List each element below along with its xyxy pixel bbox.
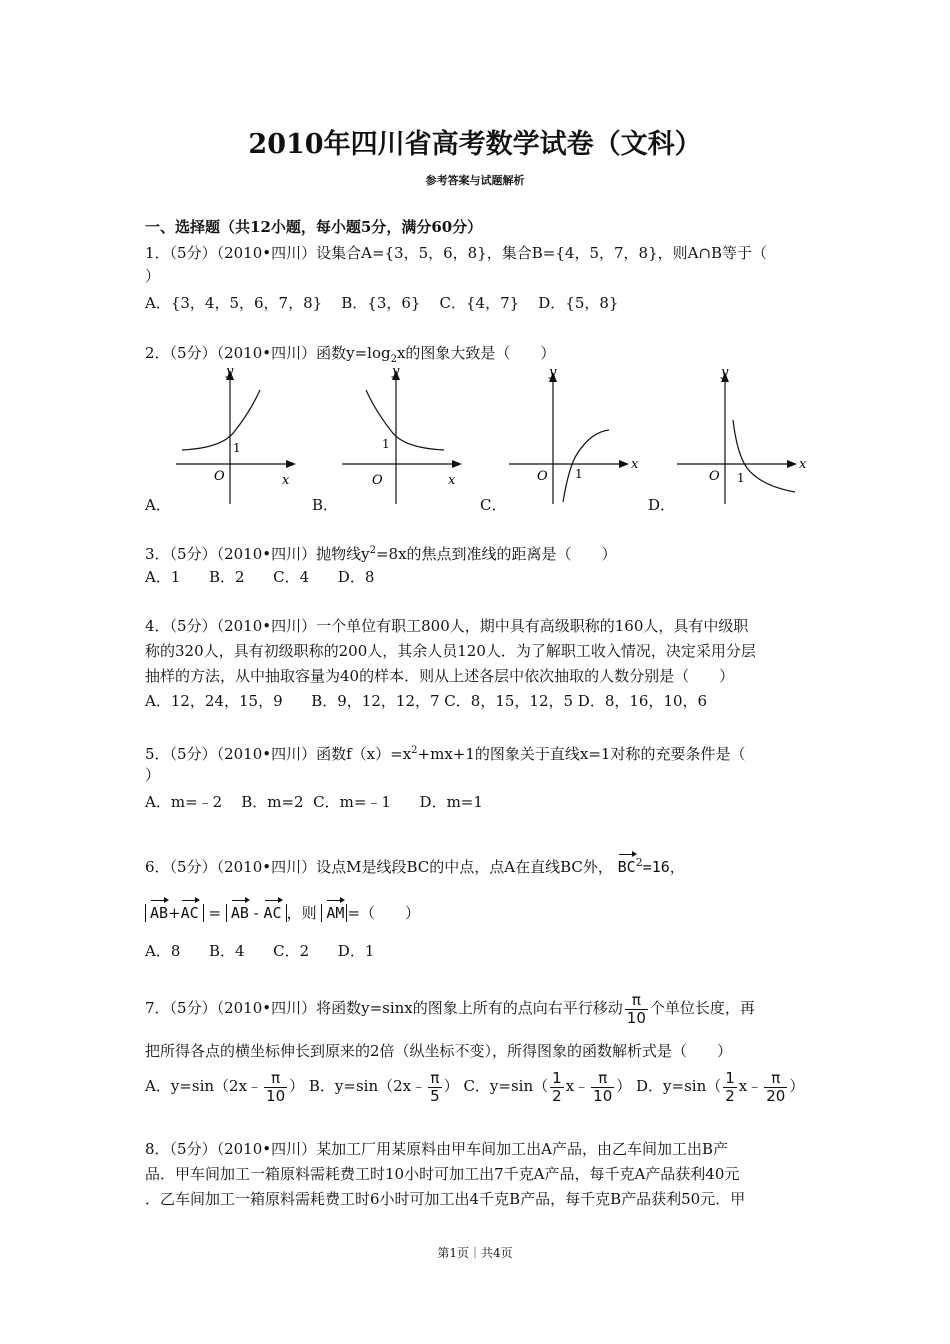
q6-abs-close-1 (199, 904, 204, 922)
graph-d-origin: O (709, 469, 720, 484)
q6-eq16: =16， (642, 858, 685, 876)
q5-stem-b: +mx+1的图象关于直线x=1对称的充要条件是（ (417, 745, 746, 763)
q4-stem-line3: 抽样的方法，从中抽取容量为40的样本．则从上述各层中依次抽取的人数分别是（ ） (145, 667, 735, 685)
vector-am: AM (326, 904, 345, 922)
graph-a-one: 1 (233, 441, 241, 455)
q2-stem-a: 2．（5分）（2010•四川）函数y=log (145, 344, 391, 362)
q6-eqparen: =（ ） (347, 904, 421, 922)
q5-stem-line1 (145, 740, 745, 765)
graph-b-origin: O (372, 473, 383, 488)
q1-stem-line1: 1．（5分）（2010•四川）设集合A={3，5，6，8}，集合B={4，5，7，8}，则A∩B等于（ (145, 244, 768, 262)
q5-exponent: 2 (411, 745, 418, 756)
q7-option-a: A．y=sin（2x﹣ $\frac{\pi}{10}$ (145, 1068, 286, 1105)
graph-b-x-label: x (448, 473, 456, 488)
page-footer: 第1页｜共4页 (437, 1246, 513, 1260)
q7-stem-line1 (145, 988, 755, 1028)
graph-c-y-label: y (549, 365, 557, 380)
q7-options (145, 1066, 804, 1106)
q6-then: ，则 (286, 904, 317, 922)
graph-c-one: 1 (575, 467, 583, 481)
q1-options: A．{3，4，5，6，7，8} B．{3，6} C．{4，7} D．{5，8} (145, 294, 619, 312)
q4-stem-line1: 4．（5分）（2010•四川）一个单位有职工800人，期中具有高级职称的160人，具有中级职 (145, 617, 749, 635)
q6-stem-text: 6．（5分）（2010•四川）设点M是线段BC的中点，点A在直线BC外， (145, 858, 613, 876)
q5-stem-line2: ） (145, 766, 161, 784)
section-heading: 一、选择题（共12小题，每小题5分，满分60分） (145, 218, 483, 236)
q8-stem-line3: ．乙车间加工一箱原料需耗费工时6小时可加工出4千克B产品，每千克B产品获利50元．甲 (145, 1190, 746, 1208)
q5-options: A．m=﹣2 B．m=2 C．m=﹣1 D．m=1 (145, 793, 483, 811)
q6-equals: = (208, 904, 222, 922)
q2-graph-c (505, 362, 643, 510)
q7-option-c: ） C．y=sin（ $\frac{1}{2}$ x﹣ $\frac{\pi}{10}$ (443, 1068, 613, 1105)
q3-stem-a: 3．（5分）（2010•四川）抛物线y (145, 545, 370, 563)
q6-stem-line1 (145, 852, 685, 878)
q2-graph-b (338, 362, 466, 510)
vector-ac-1: AC (180, 904, 199, 922)
q8-stem-line2: 品．甲车间加工一箱原料需耗费工时10小时可加工出7千克A产品，每千克A产品获利40元 (145, 1165, 740, 1183)
vector-ab-2: AB (230, 904, 249, 922)
q7-stem-a: 7．（5分）（2010•四川）将函数y=sinx的图象上所有的点向右平行移动 (145, 999, 623, 1017)
q6-options: A．8 B．4 C．2 D．1 (145, 942, 375, 960)
graph-a-origin: O (214, 469, 225, 484)
q6-plus: + (168, 904, 181, 922)
vector-ac-2: AC (263, 904, 282, 922)
graph-b-y-label: y (392, 364, 400, 379)
q7-stem-line2: 把所得各点的横坐标伸长到原来的2倍（纵坐标不变），所得图象的函数解析式是（ ） (145, 1042, 733, 1060)
q3-options: A．1 B．2 C．4 D．8 (145, 568, 375, 586)
q3-stem-b: =8x的焦点到准线的距离是（ ） (375, 545, 617, 563)
graph-d-y-label: y (721, 365, 729, 380)
q2-option-b-label: B． (312, 496, 339, 514)
q7-fraction-pi-10: $\frac{\pi}{10}$ (626, 990, 646, 1027)
graph-b-one: 1 (382, 437, 390, 451)
q2-log-base: 2 (390, 354, 397, 365)
q2-option-d-label: D． (648, 496, 676, 514)
q5-stem-a: 5．（5分）（2010•四川）函数f（x）=x (145, 745, 412, 763)
page-title: 2010年四川省高考数学试卷（文科） (248, 129, 702, 160)
q2-option-c-label: C． (480, 496, 507, 514)
q4-stem-line2: 称的320人，具有初级职称的200人，其余人员120人．为了解职工收入情况，决定采用分层 (145, 642, 756, 660)
q6-minus: - (248, 904, 264, 922)
q6-stem-line2 (145, 902, 420, 924)
vector-ab-1: AB (150, 904, 169, 922)
q2-stem-b: x的图象大致是（ ） (396, 344, 556, 362)
q3-exponent: 2 (369, 545, 376, 556)
q8-stem-line1: 8．（5分）（2010•四川）某加工厂用某原料由甲车间加工出A产品，由乙车间加工出B产 (145, 1140, 728, 1158)
q2-option-a-label: A． (145, 496, 171, 514)
q7-stem-b: 个单位长度，再 (649, 999, 755, 1017)
graph-c-origin: O (537, 469, 548, 484)
q3-stem (145, 540, 617, 565)
graph-d-x-label: x (799, 457, 807, 472)
q2-graph-a (172, 362, 300, 510)
q1-stem-line2: ） (145, 267, 161, 285)
graph-a-y-label: y (226, 364, 234, 379)
q7-option-d: ） D．y=sin（ $\frac{1}{2}$ x﹣ $\frac{\pi}{20}$ ） (616, 1068, 805, 1105)
vector-bc: BC (617, 858, 636, 876)
graph-d-one: 1 (737, 471, 745, 485)
graph-a-x-label: x (282, 473, 290, 488)
q4-options: A．12，24，15，9 B．9，12，12，7 C．8，15，12，5 D．8，16，10，6 (145, 692, 708, 710)
graph-c-x-label: x (631, 457, 639, 472)
q6-square: 2 (635, 856, 643, 869)
q7-option-b: ） B．y=sin（2x﹣ $\frac{\pi}{5}$ (289, 1068, 440, 1105)
page-subtitle: 参考答案与试题解析 (425, 174, 525, 187)
q2-graph-d (673, 362, 811, 510)
